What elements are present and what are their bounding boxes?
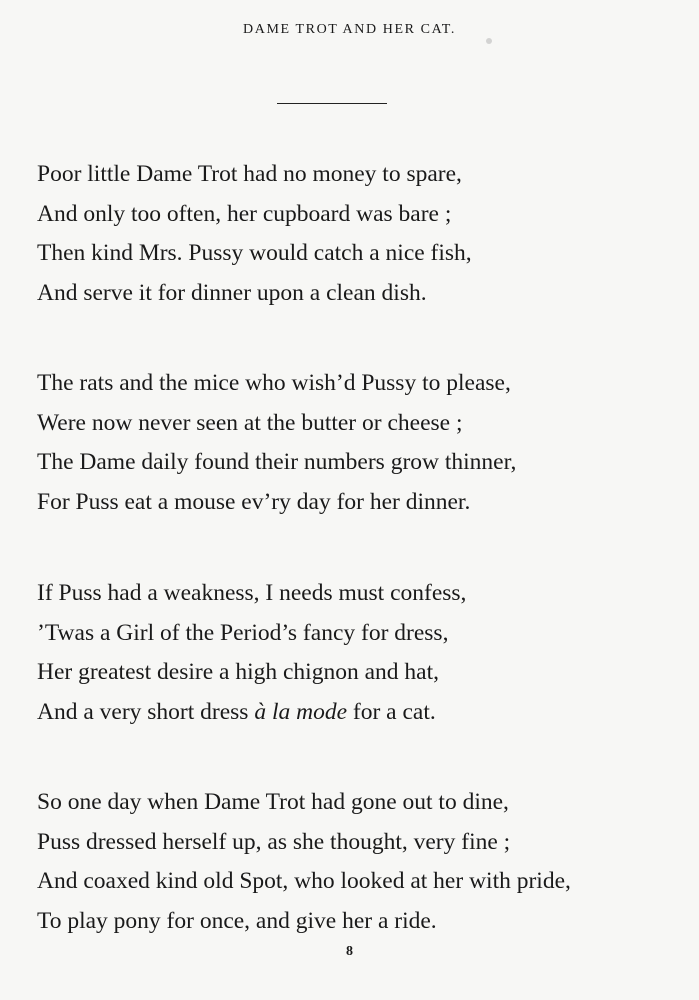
line-text: for a cat. xyxy=(347,698,436,725)
poem-line: Then kind Mrs. Pussy would catch a nice fish, xyxy=(37,240,472,266)
poem-line: If Puss had a weakness, I needs must confess, xyxy=(37,580,467,606)
poem-line: The Dame daily found their numbers grow thinner, xyxy=(37,449,517,475)
line-text: And a very short dress xyxy=(37,698,255,725)
poem-line: Poor little Dame Trot had no money to spare, xyxy=(37,161,462,187)
poem-line: To play pony for once, and give her a ride. xyxy=(37,907,437,934)
ink-speck xyxy=(486,38,492,44)
stanza-3 xyxy=(37,574,677,732)
poem-line: So one day when Dame Trot had gone out to dine, xyxy=(37,789,509,815)
poem-line: And only too often, her cupboard was bare ; xyxy=(37,200,452,227)
stanza-2 xyxy=(37,364,677,522)
poem-line: Puss dressed herself up, as she thought, very fine ; xyxy=(37,828,511,855)
poem-line: The rats and the mice who wish’d Pussy to please, xyxy=(37,370,511,396)
italic-phrase: à la mode xyxy=(254,698,348,725)
poem-line: Were now never seen at the butter or cheese ; xyxy=(37,409,463,436)
poem-line: ’Twas a Girl of the Period’s fancy for dress, xyxy=(37,619,449,646)
stanza-4 xyxy=(37,783,677,941)
running-head-title: DAME TROT AND HER CAT. xyxy=(243,22,456,37)
poem-line: For Puss eat a mouse ev’ry day for her dinner. xyxy=(37,488,471,515)
poem-line-mixed xyxy=(37,693,677,733)
page-number: 8 xyxy=(346,944,353,959)
stanza-1 xyxy=(37,155,677,313)
title-rule xyxy=(277,103,387,104)
poem-line: And serve it for dinner upon a clean dish. xyxy=(37,279,427,306)
poem-line: And coaxed kind old Spot, who looked at her with pride, xyxy=(37,868,571,894)
poem-line: Her greatest desire a high chignon and hat, xyxy=(37,659,439,685)
